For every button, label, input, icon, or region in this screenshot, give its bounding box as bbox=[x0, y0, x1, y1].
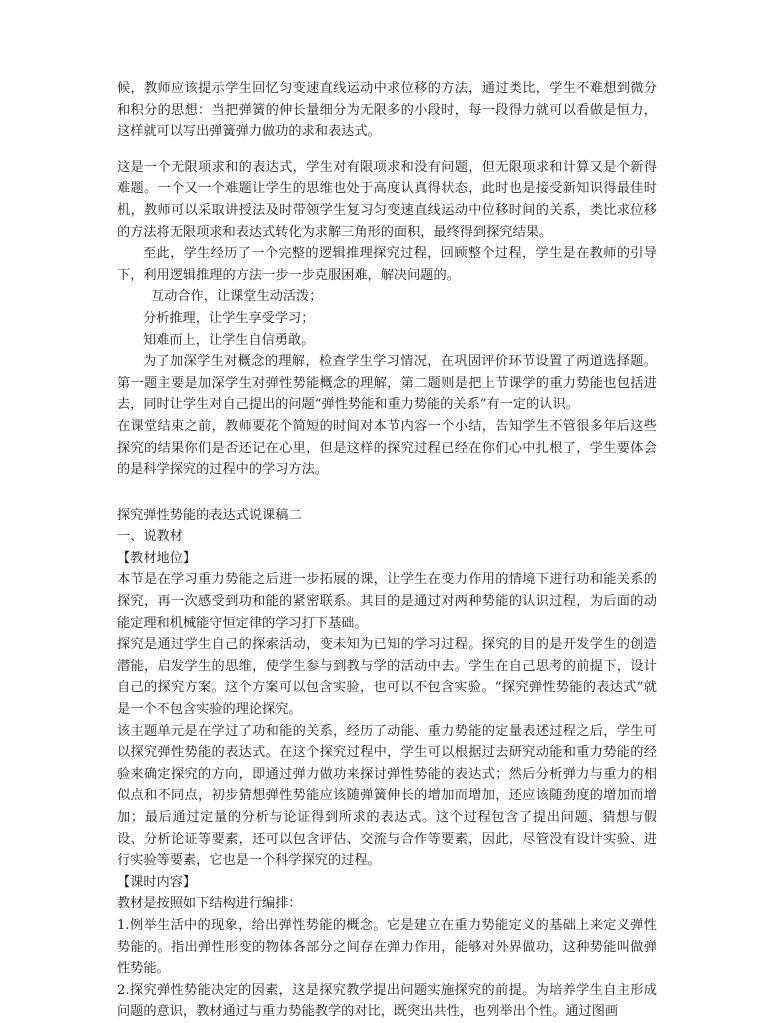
list-item-2: 2.探究弹性势能决定的因素，这是探究教学提出问题实施探究的前提。为培养学生自主形成问题的意识，教材通过与重力势能教学的对比，既突出共性，也列举出个性。通过图画 bbox=[117, 982, 657, 1020]
motto-line-2: 分析推理，让学生享受学习； bbox=[143, 310, 315, 326]
list-item-1: 1.例举生活中的现象，给出弹性势能的概念。它是建立在重力势能定义的基础上来定义弹性势能的。指出弹性形变的物体各部分之间存在弹力作用，能够对外界做功，这种势能叫做弹性势能。 bbox=[117, 917, 657, 977]
paragraph-summary: 在课堂结束之前，教师要花个简短的时间对本节内容一个小结，告知学生不管很多年后这些探究的结果你们是否还记在心里，但是这样的探究过程已经在你们心中扎根了，学生要体会的是科学探究的过程中的学习方法。 bbox=[117, 418, 657, 478]
paragraph-lesson-position: 本节是在学习重力势能之后进一步拓展的课，让学生在变力作用的情境下进行功和能关系的探究，再一次感受到功和能的紧密联系。其目的是通过对两种势能的认识过程，为后面的动能定理和机械能守恒定律的学习打下基础。 bbox=[117, 572, 657, 631]
heading-textbook-position: 【教材地位】 bbox=[117, 550, 197, 566]
heading-lesson-content: 【课时内容】 bbox=[117, 874, 197, 890]
section-title: 探究弹性势能的表达式说课稿二 bbox=[117, 507, 302, 523]
paragraph-exercises: 为了加深学生对概念的理解，检查学生学习情况，在巩固评价环节设置了两道选择题。第一题主要是加深学生对弹性势能概念的理解，第二题则是把上节课学的重力势能也包括进去，同时让学生对自己提出的问题“弹性势能和重力势能的关系”有一定的认识。 bbox=[117, 354, 657, 413]
paragraph-unit-theme: 该主题单元是在学过了功和能的关系，经历了动能、重力势能的定量表述过程之后，学生可以探究弹性势能的表达式。在这个探究过程中，学生可以根据过去研究动能和重力势能的经验来确定探究的方向，即通过弹力做功来探讨弹性势能的表达式；然后分析弹力与重力的相似点和不同点，初步猜想弹性势能应该随弹簧伸长的增加而增加，还应该随劲度的增加而增加；最后通过定量的分析与论证得到所求的表达式。这个过程包含了提出问题、猜想与假设、分析论证等要素，还可以包含评估、交流与合作等要素，因此，尽管没有设计实验、进行实验等要素，它也是一个科学探究的过程。 bbox=[117, 723, 657, 869]
paragraph-structure-intro: 教材是按照如下结构进行编排： bbox=[117, 896, 302, 912]
heading-textbook: 一、说教材 bbox=[117, 529, 183, 545]
document-page bbox=[117, 78, 657, 1023]
paragraph-logical-reasoning: 至此，学生经历了一个完整的逻辑推理探究过程，回顾整个过程，学生是在教师的引导下，利用逻辑推理的方法一步一步克服困难，解决问题的。 bbox=[117, 246, 657, 283]
paragraph-infinite-sum: 这是一个无限项求和的表达式，学生对有限项求和没有问题，但无限项求和计算又是个新得难题。一个又一个难题让学生的思维也处于高度认真得状态，此时也是接受新知识得最佳时机，教师可以采取讲授法及时带领学生复习匀变速直线运动中位移时间的关系，类比求位移的方法将无限项求和表达式转化为求解三角形的面积，最终得到探究结果。 bbox=[117, 159, 657, 240]
paragraph-spring-work-sum: 候，教师应该提示学生回忆匀变速直线运动中求位移的方法，通过类比，学生不难想到微分和积分的思想：当把弹簧的伸长量细分为无限多的小段时，每一段得力就可以看做是恒力，这样就可以写出弹簧弹力做功的求和表达式。 bbox=[117, 81, 657, 140]
paragraph-inquiry: 探究是通过学生自己的探索活动，变未知为已知的学习过程。探究的目的是开发学生的创造潜能，启发学生的思维，使学生参与到教与学的活动中去。学生在自己思考的前提下，设计自己的探究方案。这个方案可以包含实验，也可以不包含实验。“探究弹性势能的表达式”就是一个不包含实验的理论探究。 bbox=[117, 637, 657, 718]
motto-line-1: 互动合作，让课堂生动活泼； bbox=[151, 289, 323, 305]
motto-line-3: 知难而上，让学生自信勇敢。 bbox=[143, 332, 315, 348]
